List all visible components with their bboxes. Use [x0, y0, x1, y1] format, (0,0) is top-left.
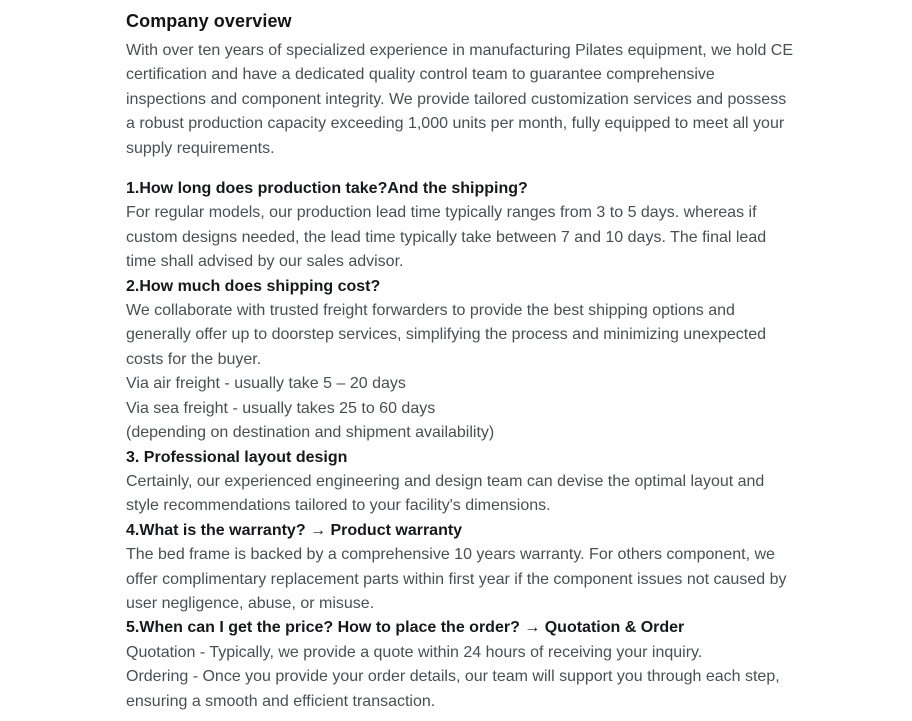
faq-question: 1.How long does production take?And the shipping?: [126, 180, 528, 198]
faq-item-production-time: [126, 177, 798, 275]
faq-answer-sea-freight: Via sea freight - usually takes 25 to 60 days: [126, 399, 436, 417]
company-overview-section: [126, 10, 798, 714]
faq-question: 2.How much does shipping cost?: [126, 277, 381, 295]
faq-answer: We collaborate with trusted freight forwarders to provide the best shipping options and generally offer up to doorstep services, simplifying the process and minimizing unexpected costs for the buyer.: [126, 302, 767, 368]
faq-answer-note: (depending on destination and shipment availability): [126, 424, 495, 442]
faq-item-shipping-cost: [126, 275, 798, 446]
faq-item-warranty: [126, 519, 798, 617]
faq-question: 5.When can I get the price? How to place the order? → Quotation & Order: [126, 619, 685, 637]
company-intro-paragraph: With over ten years of specialized experience in manufacturing Pilates equipment, we hold CE certification and have a dedicated quality control team to guarantee comprehensive inspections and component integrity. We provide tailored customization services and possess a robust production capacity exceeding 1,000 units per month, fully equipped to meet all your supply requirements.: [126, 42, 794, 157]
faq-answer-quotation: Quotation - Typically, we provide a quote within 24 hours of receiving your inquiry.: [126, 643, 703, 661]
faq-answer: Certainly, our experienced engineering and design team can devise the optimal layout and style recommendations tailored to your facility's dimensions.: [126, 472, 765, 515]
faq-answer-ordering: Ordering - Once you provide your order details, our team will support you through each step, ensuring a smooth and efficient transaction.: [126, 668, 780, 710]
faq-answer: The bed frame is backed by a comprehensive 10 years warranty. For others component, we offer complimentary replacement parts within first year if the component issues not caused by user negligence, abuse, or misuse.: [126, 546, 787, 612]
faq-item-layout-design: [126, 446, 798, 519]
page-title: Company overview: [126, 11, 292, 31]
faq-question: 4.What is the warranty? → Product warranty: [126, 521, 463, 539]
faq-answer-air-freight: Via air freight - usually take 5 – 20 days: [126, 375, 406, 393]
faq-answer: For regular models, our production lead time typically ranges from 3 to 5 days. whereas if custom designs needed, the lead time typically take between 7 and 10 days. The final lead time shall advised by our sales advisor.: [126, 204, 767, 271]
faq-question: 3. Professional layout design: [126, 448, 348, 466]
faq-item-quotation-order: [126, 616, 798, 714]
